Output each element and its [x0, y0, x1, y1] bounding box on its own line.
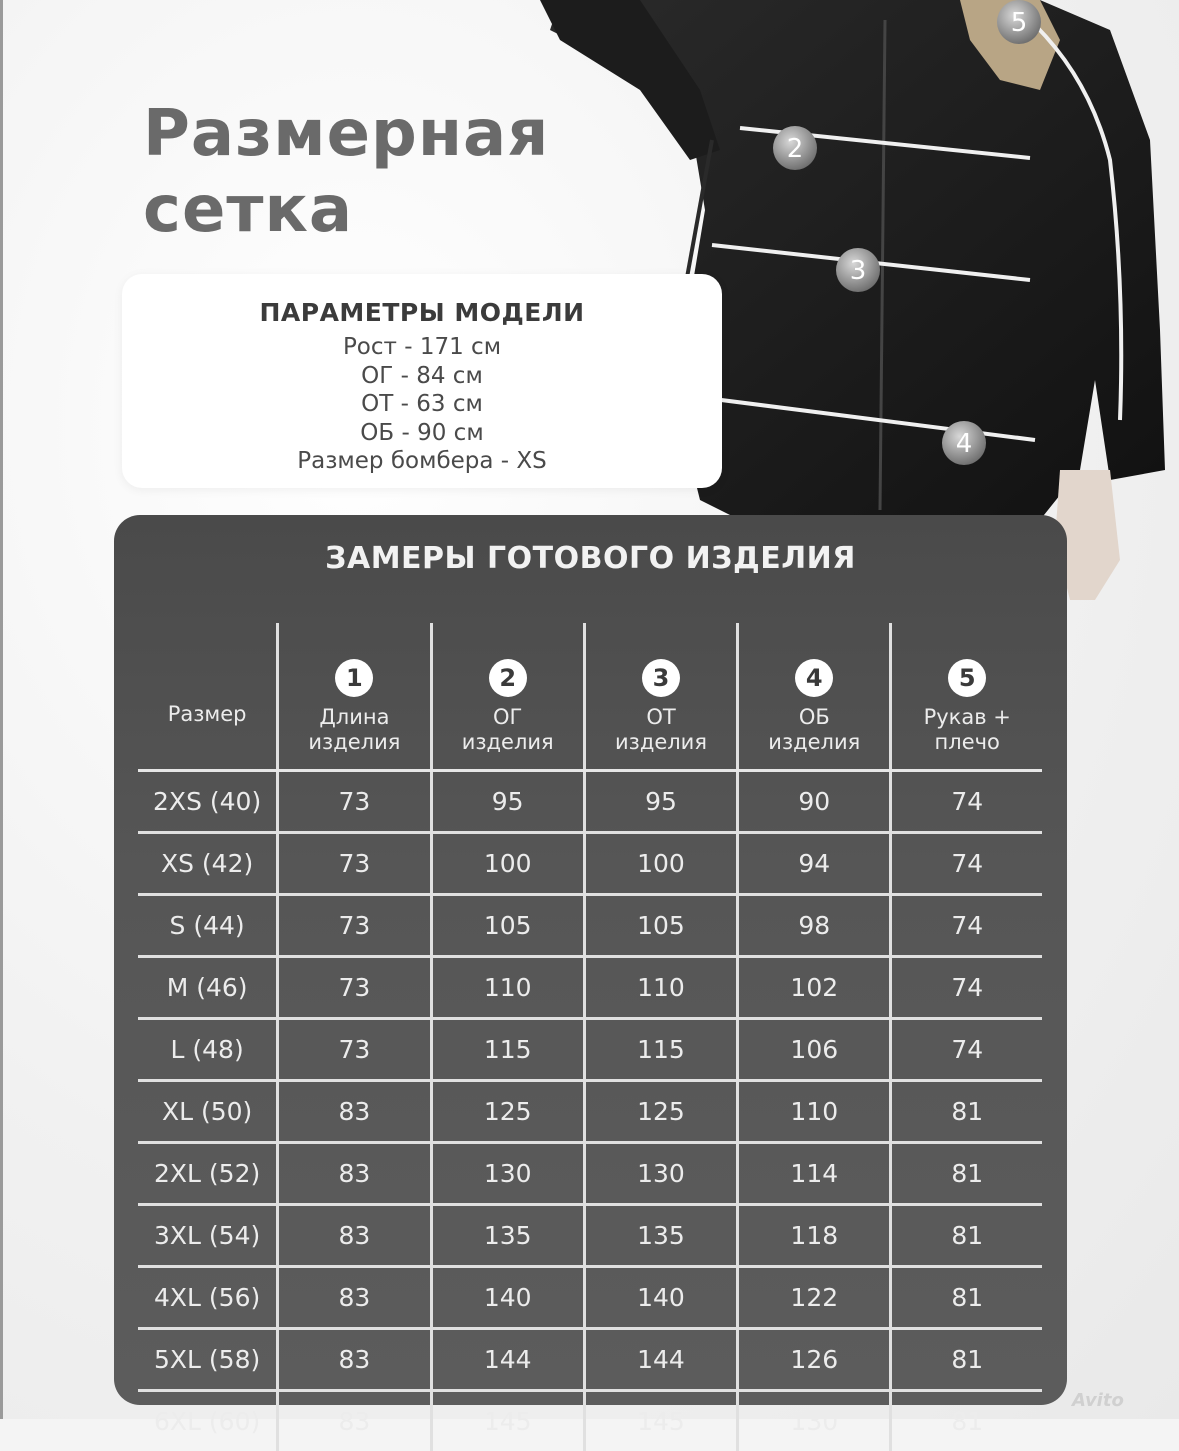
size-cell: 6XL (60)	[138, 1391, 278, 1451]
param-waist: ОТ - 63 см	[122, 390, 722, 419]
number-5-icon: 5	[948, 659, 986, 697]
value-cell: 81	[891, 1391, 1042, 1451]
value-cell: 135	[431, 1205, 584, 1267]
marker-3-icon	[836, 248, 880, 292]
header-length	[278, 623, 431, 771]
table-row	[138, 895, 1042, 957]
value-cell: 98	[738, 895, 891, 957]
marker-5-icon	[997, 0, 1041, 44]
size-cell: 3XL (54)	[138, 1205, 278, 1267]
header-label: ОБ изделия	[739, 705, 889, 755]
value-cell: 100	[431, 833, 584, 895]
value-cell: 105	[431, 895, 584, 957]
value-cell: 130	[584, 1143, 737, 1205]
value-cell: 115	[431, 1019, 584, 1081]
value-cell: 83	[278, 1143, 431, 1205]
table-row	[138, 1081, 1042, 1143]
value-cell: 90	[738, 771, 891, 833]
marker-4-icon	[942, 421, 986, 465]
number-1-icon: 1	[335, 659, 373, 697]
value-cell: 140	[584, 1267, 737, 1329]
value-cell: 144	[431, 1329, 584, 1391]
param-hips: ОБ - 90 см	[122, 419, 722, 448]
size-cell: XL (50)	[138, 1081, 278, 1143]
title-line-2: сетка	[143, 172, 663, 248]
value-cell: 122	[738, 1267, 891, 1329]
value-cell: 74	[891, 771, 1042, 833]
value-cell: 110	[431, 957, 584, 1019]
value-cell: 110	[738, 1081, 891, 1143]
value-cell: 130	[431, 1143, 584, 1205]
value-cell: 94	[738, 833, 891, 895]
model-params-card	[122, 274, 722, 488]
size-cell: 5XL (58)	[138, 1329, 278, 1391]
svg-text:2: 2	[787, 134, 804, 164]
table-row	[138, 833, 1042, 895]
model-params-heading: ПАРАМЕТРЫ МОДЕЛИ	[122, 298, 722, 327]
table-row	[138, 1329, 1042, 1391]
value-cell: 81	[891, 1329, 1042, 1391]
value-cell: 74	[891, 833, 1042, 895]
value-cell: 73	[278, 957, 431, 1019]
value-cell: 81	[891, 1143, 1042, 1205]
param-chest: ОГ - 84 см	[122, 362, 722, 391]
watermark-logo: Avito	[1072, 1390, 1172, 1414]
page-title	[143, 96, 663, 248]
param-height: Рост - 171 см	[122, 333, 722, 362]
header-label: Рукав + плечо	[892, 705, 1042, 755]
table-header-row	[138, 623, 1042, 771]
table-row	[138, 771, 1042, 833]
value-cell: 83	[278, 1391, 431, 1451]
value-cell: 73	[278, 771, 431, 833]
value-cell: 118	[738, 1205, 891, 1267]
number-2-icon: 2	[489, 659, 527, 697]
value-cell: 145	[584, 1391, 737, 1451]
value-cell: 83	[278, 1267, 431, 1329]
value-cell: 145	[431, 1391, 584, 1451]
number-3-icon: 3	[642, 659, 680, 697]
value-cell: 130	[738, 1391, 891, 1451]
size-cell: S (44)	[138, 895, 278, 957]
size-table-title: ЗАМЕРЫ ГОТОВОГО ИЗДЕЛИЯ	[114, 541, 1067, 576]
value-cell: 106	[738, 1019, 891, 1081]
header-sleeve	[891, 623, 1042, 771]
model-params-list	[122, 333, 722, 476]
header-chest	[431, 623, 584, 771]
value-cell: 95	[584, 771, 737, 833]
value-cell: 95	[431, 771, 584, 833]
value-cell: 81	[891, 1081, 1042, 1143]
value-cell: 125	[584, 1081, 737, 1143]
header-label: ОТ изделия	[586, 705, 736, 755]
size-table-body	[138, 771, 1042, 1451]
value-cell: 140	[431, 1267, 584, 1329]
svg-text:4: 4	[956, 429, 973, 459]
value-cell: 74	[891, 957, 1042, 1019]
value-cell: 115	[584, 1019, 737, 1081]
title-line-1: Размерная	[143, 96, 663, 172]
value-cell: 81	[891, 1267, 1042, 1329]
value-cell: 73	[278, 1019, 431, 1081]
marker-2-icon	[773, 126, 817, 170]
size-cell: 4XL (56)	[138, 1267, 278, 1329]
table-row	[138, 1019, 1042, 1081]
value-cell: 73	[278, 895, 431, 957]
value-cell: 110	[584, 957, 737, 1019]
svg-text:3: 3	[850, 256, 867, 286]
table-row	[138, 957, 1042, 1019]
param-size: Размер бомбера - XS	[122, 447, 722, 476]
header-waist	[584, 623, 737, 771]
table-row	[138, 1143, 1042, 1205]
header-label: ОГ изделия	[433, 705, 583, 755]
value-cell: 83	[278, 1329, 431, 1391]
size-table	[138, 623, 1042, 1451]
header-size: Размер	[138, 623, 278, 771]
table-row	[138, 1267, 1042, 1329]
table-row	[138, 1391, 1042, 1451]
value-cell: 135	[584, 1205, 737, 1267]
header-hips	[738, 623, 891, 771]
size-cell: 2XS (40)	[138, 771, 278, 833]
size-cell: M (46)	[138, 957, 278, 1019]
number-4-icon: 4	[795, 659, 833, 697]
value-cell: 114	[738, 1143, 891, 1205]
value-cell: 83	[278, 1081, 431, 1143]
size-cell: XS (42)	[138, 833, 278, 895]
value-cell: 102	[738, 957, 891, 1019]
value-cell: 74	[891, 1019, 1042, 1081]
size-cell: 2XL (52)	[138, 1143, 278, 1205]
value-cell: 74	[891, 895, 1042, 957]
value-cell: 144	[584, 1329, 737, 1391]
size-table-panel	[114, 515, 1067, 1405]
value-cell: 83	[278, 1205, 431, 1267]
table-row	[138, 1205, 1042, 1267]
value-cell: 125	[431, 1081, 584, 1143]
header-label: Длина изделия	[279, 705, 429, 755]
value-cell: 100	[584, 833, 737, 895]
svg-text:5: 5	[1011, 8, 1028, 38]
size-cell: L (48)	[138, 1019, 278, 1081]
value-cell: 81	[891, 1205, 1042, 1267]
value-cell: 73	[278, 833, 431, 895]
value-cell: 105	[584, 895, 737, 957]
value-cell: 126	[738, 1329, 891, 1391]
